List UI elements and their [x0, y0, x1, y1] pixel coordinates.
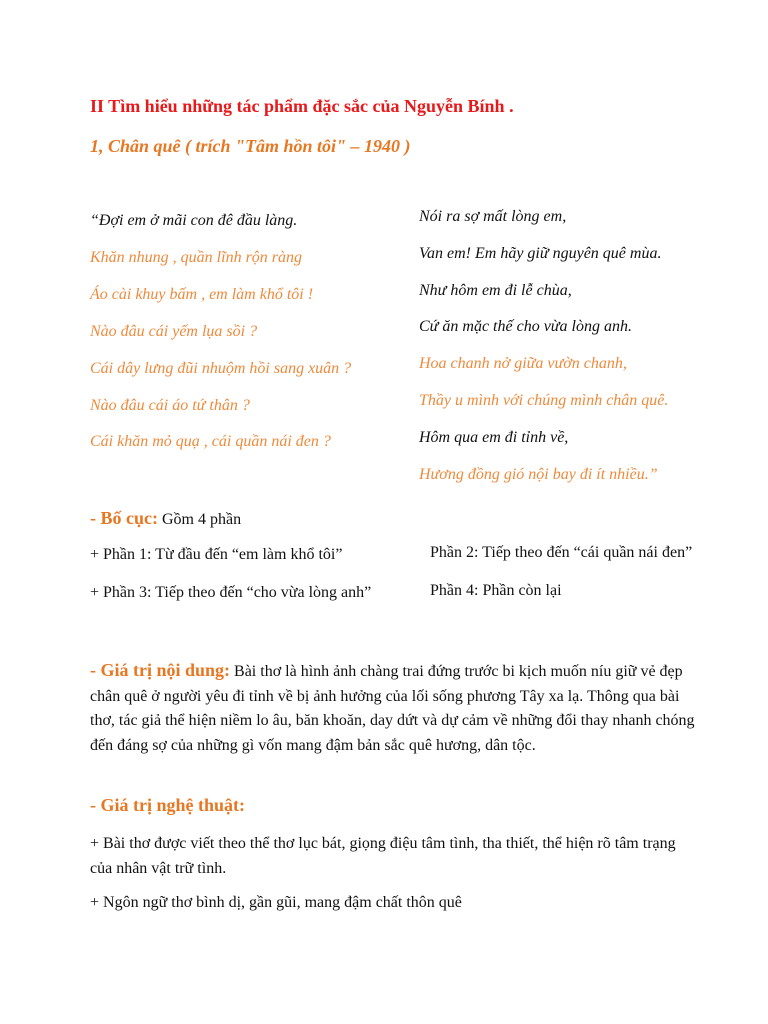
poem-right-line-7: Hôm qua em đi tỉnh về, — [419, 429, 569, 446]
bo-cuc-part-1: + Phần 1: Từ đầu đến “em làm khổ tôi” — [90, 546, 343, 563]
bo-cuc-label: - Bố cục: — [90, 508, 158, 528]
noi-dung-paragraph — [90, 658, 700, 758]
poem-right-line-8: Hương đồng gió nội bay đi ít nhiều.” — [419, 466, 658, 483]
poem-right-line-4: Cứ ăn mặc thế cho vừa lòng anh. — [419, 318, 632, 335]
poem-right-line-5: Hoa chanh nở giữa vườn chanh, — [419, 355, 627, 372]
poem-left-line-2: Khăn nhung , quần lĩnh rộn ràng — [90, 249, 303, 266]
poem-left-line-7: Cái khăn mỏ quạ , cái quần nái đen ? — [90, 433, 331, 450]
nghe-thuat-item-1: + Bài thơ được viết theo thể thơ lục bát, giọng điệu tâm tình, tha thiết, thể hiện rõ tâm trạng của nhân vật trữ tình. — [90, 835, 676, 877]
bo-cuc-part-3: + Phần 3: Tiếp theo đến “cho vừa lòng anh” — [90, 584, 372, 601]
bo-cuc-heading — [90, 508, 241, 529]
bo-cuc-text: Gồm 4 phần — [157, 511, 242, 528]
nghe-thuat-item-2: + Ngôn ngữ thơ bình dị, gần gũi, mang đậm chất thôn quê — [90, 894, 462, 911]
poem-left-line-4: Nào đâu cái yếm lụa sồi ? — [90, 323, 258, 340]
poem-right-line-1: Nói ra sợ mất lòng em, — [419, 208, 567, 225]
poem-left-line-5: Cái dây lưng đũi nhuộm hồi sang xuân ? — [90, 360, 352, 377]
poem-left-line-6: Nào đâu cái áo tứ thân ? — [90, 397, 250, 414]
nghe-thuat-label: - Giá trị nghệ thuật: — [90, 795, 245, 815]
poem-left-line-3: Áo cài khuy bấm , em làm khổ tôi ! — [90, 286, 314, 303]
subsection-title: 1, Chân quê ( trích "Tâm hồn tôi" – 1940 ) — [90, 136, 411, 156]
poem-left-line-1: “Đợi em ở mãi con đê đầu làng. — [90, 212, 298, 229]
noi-dung-text: Bài thơ là hình ảnh chàng trai đứng trước bi kịch muốn níu giữ vẻ đẹp chân quê ở người yêu đi tỉnh về bị ảnh hưởng của lối sống phương Tây xa lạ. Thông qua bài thơ, tác giả thể hiện niềm lo âu, băn khoăn, day dứt và dự cảm về những đổi thay nhanh chóng đến đáng sợ của những gì vốn mang đậm bản sắc quê hương, dân tộc. — [90, 663, 695, 754]
bo-cuc-part-2: Phần 2: Tiếp theo đến “cái quần nái đen” — [430, 544, 693, 561]
section-title: II Tìm hiểu những tác phẩm đặc sắc của Nguyễn Bính . — [90, 96, 514, 116]
poem-right-line-6: Thầy u mình với chúng mình chân quê. — [419, 392, 669, 409]
bo-cuc-part-4: Phần 4: Phần còn lại — [430, 582, 562, 599]
poem-right-line-2: Van em! Em hãy giữ nguyên quê mùa. — [419, 245, 662, 262]
noi-dung-label: - Giá trị nội dung: — [90, 660, 231, 680]
poem-right-line-3: Như hôm em đi lễ chùa, — [419, 282, 572, 299]
